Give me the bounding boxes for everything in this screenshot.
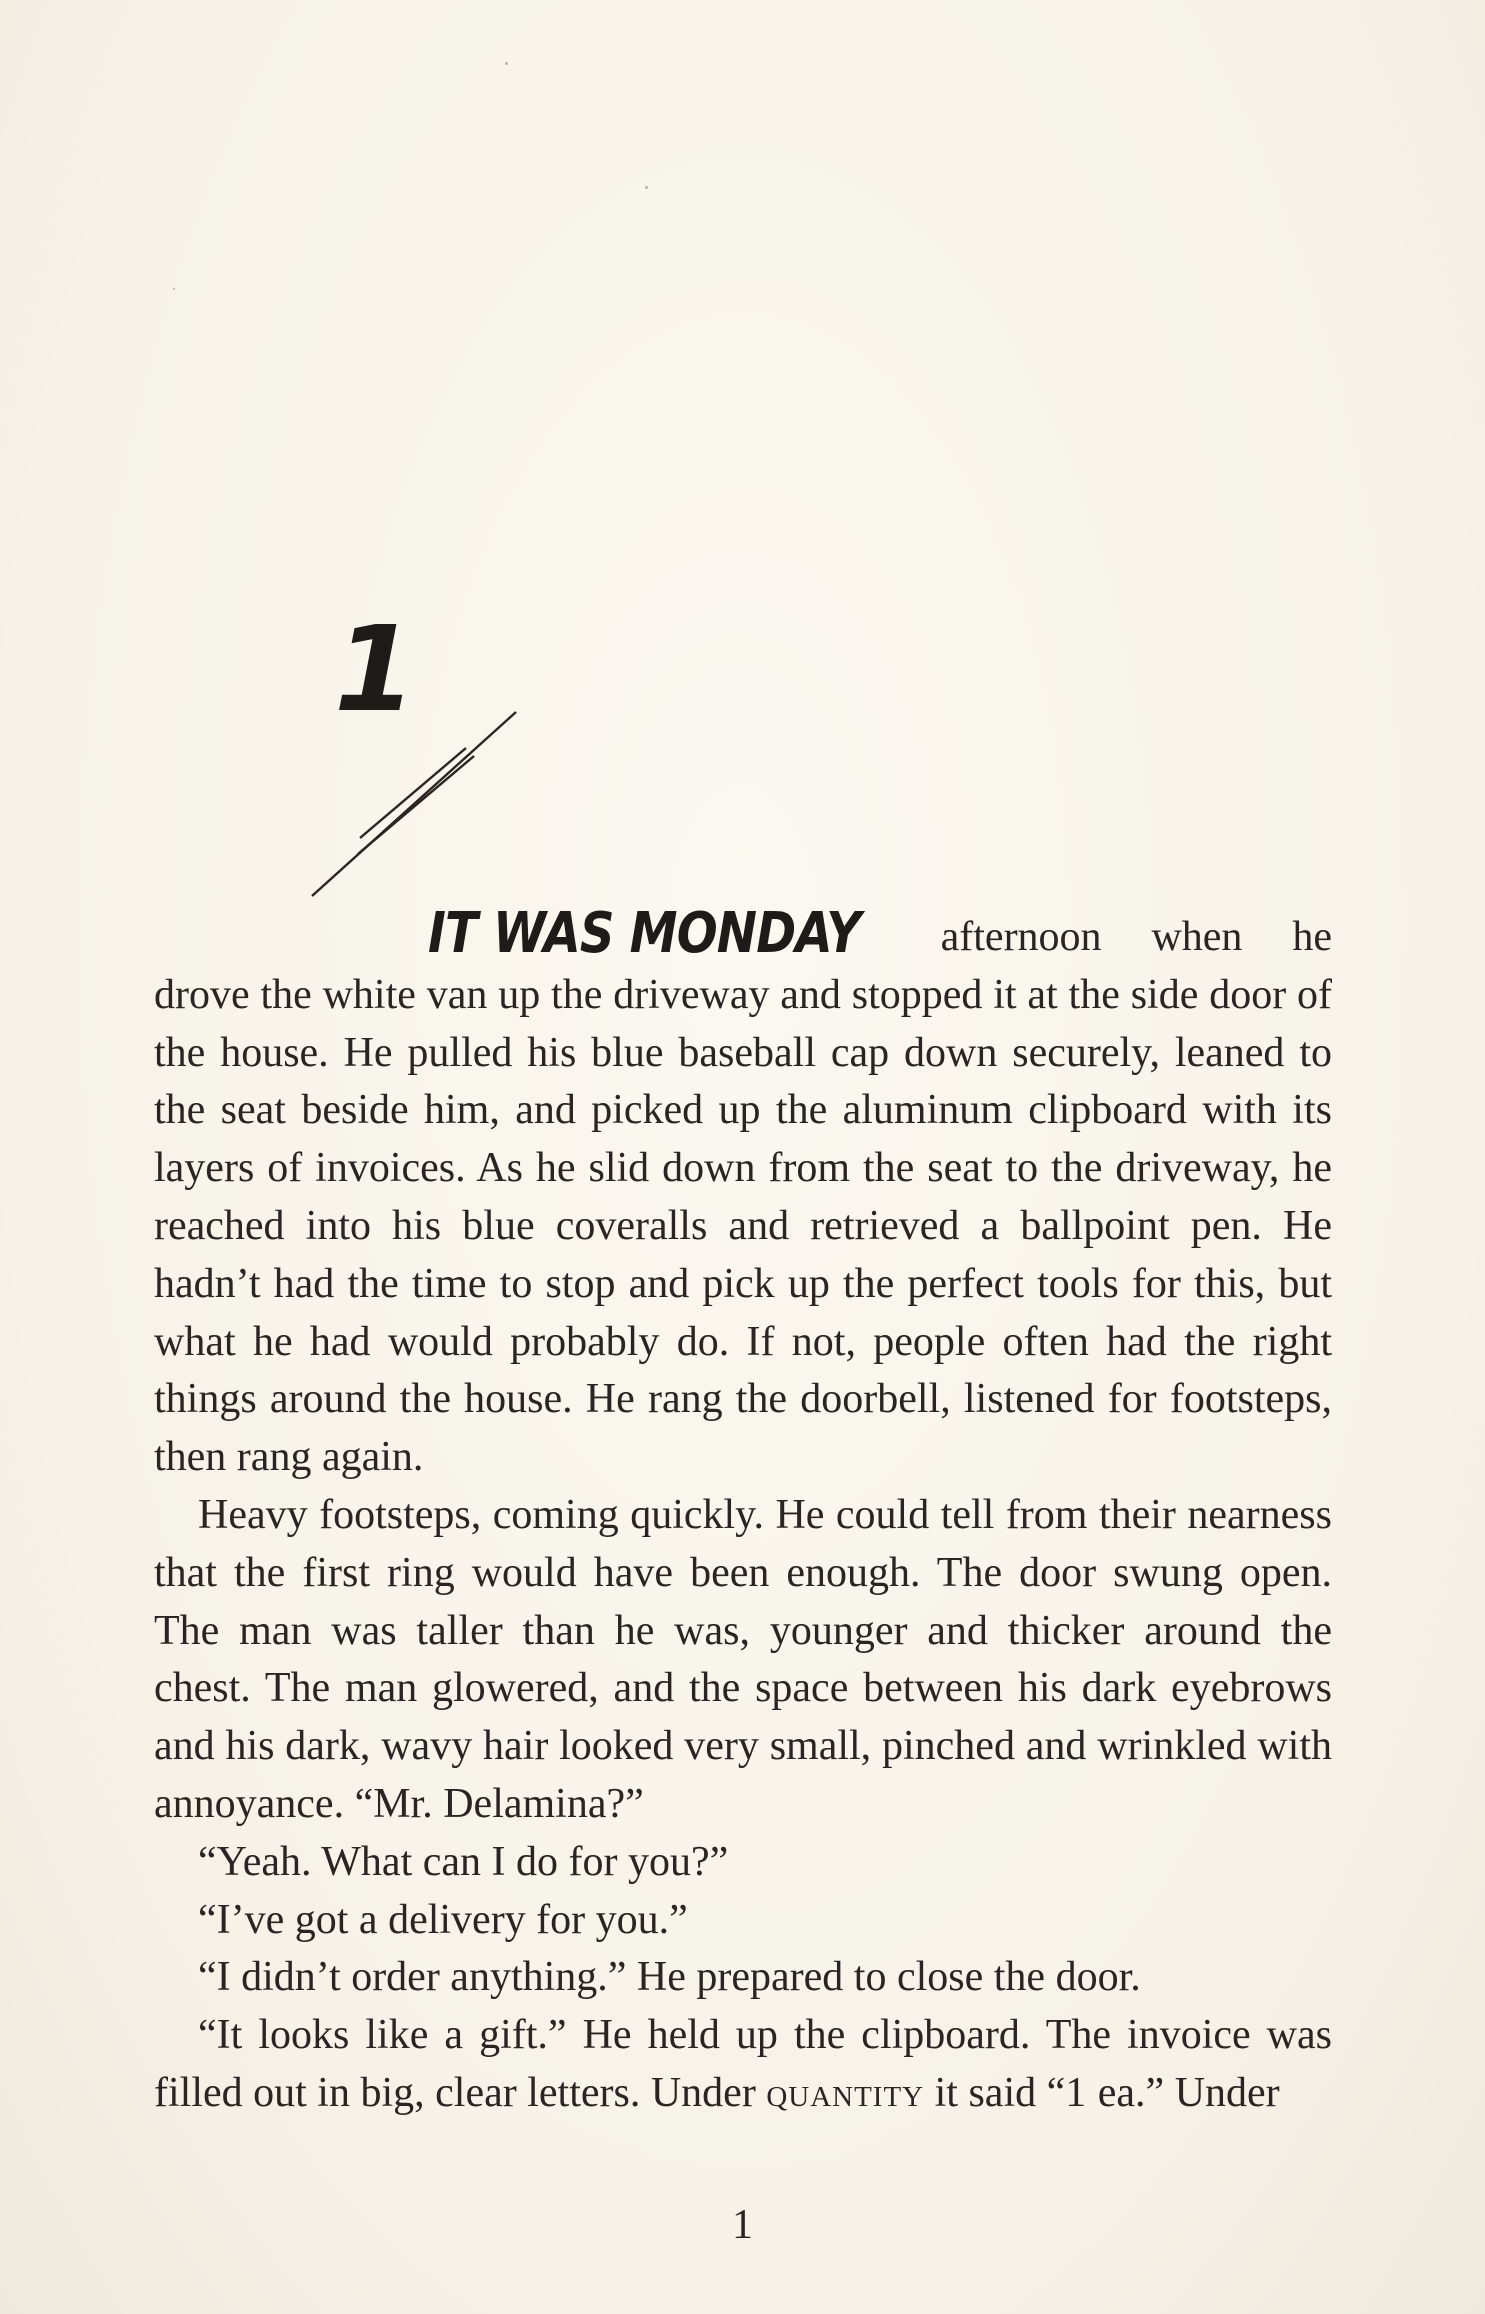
paragraph — [154, 2007, 1332, 2123]
paragraph — [154, 1834, 1332, 1892]
chapter-body-text — [154, 901, 1332, 2123]
paragraph-text: Heavy footsteps, coming quickly. He could tell from their nearness that the first ring would have been enough. The door swung open. The man was taller than he was, younger and thicker around the chest. The man glowered, and the space between his dark eyebrows and his dark, wavy hair looked very small, pinched and wrinkled with annoyance. “Mr. Delamina?” — [154, 1491, 1332, 1827]
quantity-label: quantity — [766, 2069, 925, 2116]
quantity-value: 1 — [1065, 2069, 1088, 2116]
slash-line-outer — [358, 756, 474, 854]
paragraph-text: ea.” Under — [1097, 2069, 1280, 2116]
paper-speck — [645, 186, 648, 189]
paragraph — [154, 1949, 1332, 2007]
paragraph-text: “Yeah. What can I do for you?” — [198, 1838, 729, 1885]
paragraph-text: “It looks like a gift.” He held up the clipboard. The invoice was filled out in big, clear letters. Under — [154, 2012, 1332, 2116]
page-number: 1 — [732, 2202, 753, 2248]
paragraph-text: afternoon when he drove the white van up the driveway and stopped it at the side door of the house. He pulled his blue baseball cap down securely, leaned to the seat beside him, and picked up the aluminum clipboard with its layers of invoices. As he slid down from the seat to the driveway, he reached into his blue coveralls and retrieved a ballpoint pen. He hadn’t had the time to stop and pick up the perfect tools for this, but what he had would probably do. If not, people often had the right things around the house. He rang the doorbell, listened for footsteps, then rang again. — [154, 914, 1332, 1481]
paragraph — [154, 1892, 1332, 1950]
chapter-lead-in: IT WAS MONDAY — [428, 901, 861, 966]
slash-line-long — [312, 712, 516, 896]
paper-speck — [173, 288, 175, 290]
chapter-number: 1 — [334, 600, 415, 738]
paragraph-text: it said “ — [934, 2069, 1066, 2116]
paragraph-text: “I didn’t order anything.” He prepared to close the door. — [198, 1954, 1141, 2001]
paragraph-opening — [154, 901, 1332, 1487]
slash-line-inner — [360, 748, 466, 838]
paragraph-text: “I’ve got a delivery for you.” — [198, 1896, 688, 1943]
paragraph — [154, 1487, 1332, 1834]
paper-speck — [505, 62, 508, 65]
chapter-slash-ornament — [300, 690, 530, 910]
